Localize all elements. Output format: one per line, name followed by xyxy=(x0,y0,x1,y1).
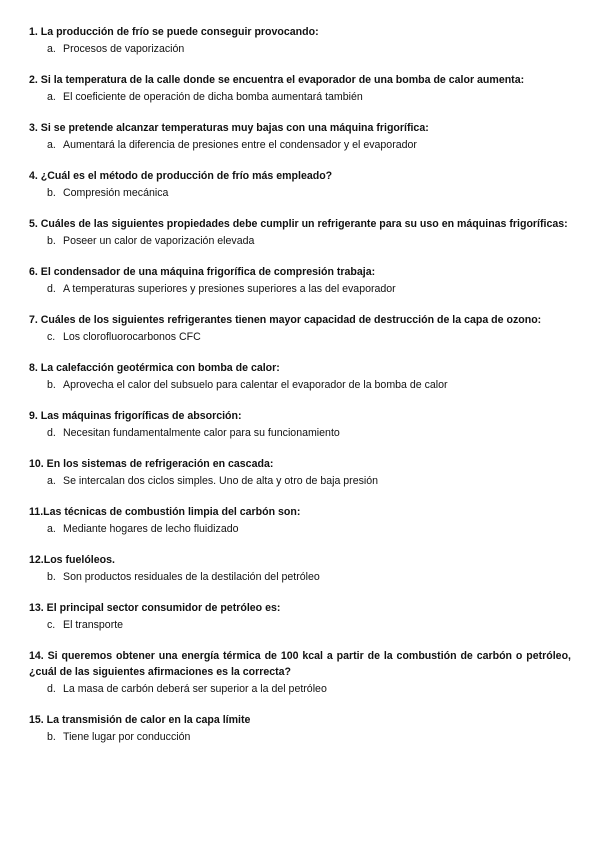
answer-line xyxy=(29,137,571,153)
question-text: 9. Las máquinas frigoríficas de absorción: xyxy=(29,410,242,422)
question-block-8 xyxy=(29,360,571,393)
question-text: 8. La calefacción geotérmica con bomba de calor: xyxy=(29,362,280,374)
answer-line xyxy=(29,569,571,585)
question-text: 12.Los fuelóleos. xyxy=(29,554,115,566)
answer-line xyxy=(29,729,571,745)
question-text: 11.Las técnicas de combustión limpia del carbón son: xyxy=(29,506,301,518)
question-block-1 xyxy=(29,24,571,57)
answer-letter: a. xyxy=(47,139,56,151)
answer-text: Procesos de vaporización xyxy=(63,43,185,55)
answer-text: Los clorofluorocarbonos CFC xyxy=(63,331,201,343)
answer-text: El coeficiente de operación de dicha bomba aumentará también xyxy=(63,91,363,103)
answer-text: El transporte xyxy=(63,619,124,631)
question-block-9 xyxy=(29,408,571,441)
question-text: 3. Si se pretende alcanzar temperaturas muy bajas con una máquina frigorífica: xyxy=(29,122,429,134)
answer-letter: b. xyxy=(47,235,56,247)
answer-text: A temperaturas superiores y presiones superiores a las del evaporador xyxy=(63,283,396,295)
answer-text: Poseer un calor de vaporización elevada xyxy=(63,235,255,247)
answer-line xyxy=(29,41,571,57)
question-text: 7. Cuáles de los siguientes refrigerantes tienen mayor capacidad de destrucción de la capa de ozono: xyxy=(29,314,542,326)
question-block-2 xyxy=(29,72,571,105)
answer-line xyxy=(29,233,571,249)
answer-letter: c. xyxy=(47,619,56,631)
answer-text: Se intercalan dos ciclos simples. Uno de alta y otro de baja presión xyxy=(63,475,379,487)
question-block-7 xyxy=(29,312,571,345)
answer-text: Necesitan fundamentalmente calor para su funcionamiento xyxy=(63,427,340,439)
question-block-6 xyxy=(29,264,571,297)
question-text: 15. La transmisión de calor en la capa límite xyxy=(29,714,251,726)
answer-letter: a. xyxy=(47,475,56,487)
answer-line xyxy=(29,185,571,201)
answer-letter: d. xyxy=(47,427,56,439)
answer-letter: b. xyxy=(47,379,56,391)
answer-letter: a. xyxy=(47,43,56,55)
answer-letter: c. xyxy=(47,331,56,343)
answer-text: Tiene lugar por conducción xyxy=(63,731,191,743)
question-block-4 xyxy=(29,168,571,201)
question-block-12 xyxy=(29,552,571,585)
answer-letter: b. xyxy=(47,571,56,583)
answer-text: Son productos residuales de la destilación del petróleo xyxy=(63,571,320,583)
question-text: 4. ¿Cuál es el método de producción de frío más empleado? xyxy=(29,170,333,182)
answer-line xyxy=(29,425,571,441)
question-block-15 xyxy=(29,712,571,745)
answer-text: La masa de carbón deberá ser superior a la del petróleo xyxy=(63,683,327,695)
answer-letter: b. xyxy=(47,731,56,743)
answer-text: Mediante hogares de lecho fluidizado xyxy=(63,523,239,535)
answer-line xyxy=(29,89,571,105)
answer-text: Aumentará la diferencia de presiones entre el condensador y el evaporador xyxy=(63,139,417,151)
answer-line xyxy=(29,521,571,537)
question-text: 1. La producción de frío se puede conseguir provocando: xyxy=(29,26,319,38)
answer-letter: d. xyxy=(47,283,56,295)
answer-line xyxy=(29,681,571,697)
answer-letter: d. xyxy=(47,683,56,695)
question-block-13 xyxy=(29,600,571,633)
document-page xyxy=(29,24,571,760)
question-block-10 xyxy=(29,456,571,489)
question-block-5 xyxy=(29,216,571,249)
answer-letter: a. xyxy=(47,523,56,535)
question-block-11 xyxy=(29,504,571,537)
answer-line xyxy=(29,281,571,297)
question-text: 10. En los sistemas de refrigeración en cascada: xyxy=(29,458,274,470)
question-text: 14. Si queremos obtener una energía térmica de 100 kcal a partir de la combustión de carbón o petróleo, ¿cuál de las siguientes afirmaciones es la correcta? xyxy=(29,650,571,678)
answer-letter: b. xyxy=(47,187,56,199)
question-block-14 xyxy=(29,648,571,697)
answer-line xyxy=(29,329,571,345)
question-text: 2. Si la temperatura de la calle donde se encuentra el evaporador de una bomba de calor aumenta: xyxy=(29,74,525,86)
question-block-3 xyxy=(29,120,571,153)
answer-line xyxy=(29,617,571,633)
answer-letter: a. xyxy=(47,91,56,103)
question-text: 6. El condensador de una máquina frigorífica de compresión trabaja: xyxy=(29,266,376,278)
answer-text: Aprovecha el calor del subsuelo para calentar el evaporador de la bomba de calor xyxy=(63,379,448,391)
question-text: 5. Cuáles de las siguientes propiedades debe cumplir un refrigerante para su uso en máquinas frigoríficas: xyxy=(29,218,568,230)
answer-line xyxy=(29,377,571,393)
answer-text: Compresión mecánica xyxy=(63,187,169,199)
question-text: 13. El principal sector consumidor de petróleo es: xyxy=(29,602,281,614)
answer-line xyxy=(29,473,571,489)
